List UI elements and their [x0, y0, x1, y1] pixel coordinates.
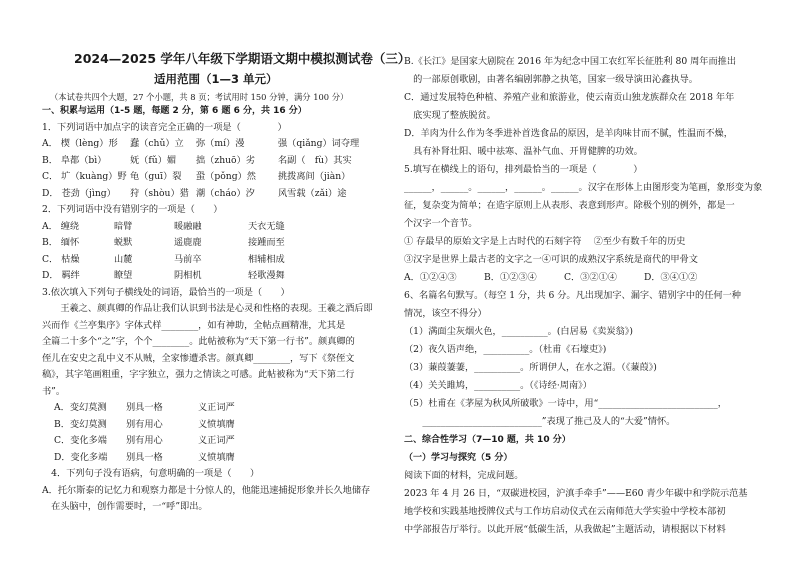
text-line: 2023 年 4 月 26 日，“双碳进校园，沪滇手牵手”——E60 青少年碳中和学院示范基 [404, 488, 748, 499]
word-options-row [42, 221, 328, 233]
text-line: 的一部原创歌剧，由著名编剧郭静之执笔，国家一级导演田沁鑫执导。 [404, 74, 698, 85]
text-line: 具有补肾壮阳、暖中祛寒、温补气血、开胃健脾的功效。 [404, 146, 643, 157]
text-line: 侄儿在安史之乱中义不从贼，全家惨遭杀害。颜真卿________，写下《祭侄文 [42, 352, 355, 364]
option-item: 义愤填膺 [198, 451, 235, 463]
text-line: 1．下列词语中加点字的读音完全正确的一项是（ ） [42, 121, 287, 133]
option-item: B． 阜都（bì） [42, 154, 107, 166]
option-item: 别有用心 [126, 435, 163, 446]
text-line: 在头脑中，创作需要时，一“呼”即出。 [42, 501, 208, 512]
option-item: A．变幻莫测 [54, 402, 107, 413]
section-heading: 二、综合性学习（7—10 题，共 10 分） [404, 435, 571, 445]
option-item: 龟（guī）裂 [130, 171, 182, 182]
option-item: 强（qiǎng）词夺理 [278, 138, 360, 149]
option-item: 狩（shòu）猎 [130, 187, 189, 199]
text-line: 4．下列句子没有语病，句意明确的一项是（ ） [42, 468, 260, 479]
option-item: 接踵而至 [248, 237, 285, 248]
option-item: 蛩（pǒng）然 [196, 171, 256, 182]
text-line: 情况，该空不得分） [404, 308, 487, 319]
text-line: （5）杜甫在《茅屋为秋风所破歌》一诗中，用“__________________________， [404, 398, 727, 409]
option-item: 天衣无缝 [248, 220, 285, 232]
option-item: C．变化多端 [54, 435, 107, 446]
text-line: 征，复杂变为简单；在造字原则上从表形、表意到形声。除极个别的例外，都是一 [404, 200, 735, 211]
option-item: D．③④①② [644, 272, 698, 283]
answer-options-row [42, 171, 398, 183]
option-item: 暗臂 [114, 220, 133, 232]
text-line: （2）夜久语声绝，__________。（杜甫《石壕吏》) [404, 344, 607, 355]
text-line: 地学校和实践基地授牌仪式与工作坊启动仪式在云南师范大学实验中学校本部初 [404, 506, 726, 517]
text-line: A．托尔斯泰的记忆力和观察力都是十分惊人的，他能迅速捕捉形象并长久地储存 [42, 484, 371, 496]
text-line: （1）满面尘灰烟火色，__________。(白居易《卖炭翁》) [404, 326, 633, 337]
text-line: ① 存最早的原始文字是上古时代的石刻字符 ②至少有数千年的历史 [404, 236, 686, 247]
option-item: 义正词严 [198, 402, 235, 413]
option-item: 义愤填膺 [198, 418, 235, 430]
option-item: 拙（zhuō）劣 [196, 154, 255, 166]
text-line: ③汉字是世界上最古老的文字之一④可识的成熟汉字系统是商代的甲骨文 [404, 254, 698, 265]
text-line: （3）蒹葭萋萋，__________。所谓伊人，在水之湄。（《蒹葭》) [404, 362, 657, 373]
option-item: B．①②③④ [484, 272, 537, 283]
option-item: 风雪载（zǎi）途 [278, 187, 347, 199]
text-line: 阅读下面的材料，完成问题。 [404, 470, 524, 481]
text-line: 6、名篇名句默写。（每空 1 分，共 6 分。凡出现加字、漏字、错别字中的任何一种 [404, 290, 741, 301]
option-item: A．①②④③ [404, 272, 457, 283]
option-item: C． 枯燥 [42, 253, 80, 265]
answer-options-row [404, 272, 724, 284]
option-item: 挑拨离间（jiàn） [278, 171, 351, 182]
option-item: C． 圹（kuàng）野 [42, 171, 127, 182]
exam-subtitle: 适用范围（1—3 单元） [154, 72, 278, 86]
exam-title: 2024—2025 学年八年级下学期语文期中模拟测试卷（三） [74, 51, 411, 66]
text-line: 兴而作《兰亭集序》字体式样________，如有神助，全帖点画精准，尤其是 [42, 319, 346, 331]
text-line: 书”。 [42, 385, 66, 397]
text-line: B.《长江》是国家大剧院在 2016 年为纪念中国工农红军长征胜利 80 周年而推出 [404, 56, 737, 67]
phrase-options-row [54, 435, 278, 447]
option-item: 马前卒 [174, 253, 202, 265]
option-item: C．③②①④ [564, 272, 617, 283]
text-line: 稿》，其字笔画粗重，字字独立，强力之情读之可感。此帖被称为“天下第二行 [42, 369, 355, 380]
option-item: 别具一格 [126, 451, 163, 463]
phrase-options-row [54, 419, 278, 431]
text-line: 2．下列词语中没有错别字的一项是（ ） [42, 204, 223, 215]
option-item: 妩（fǔ）媚 [130, 154, 177, 166]
text-line: C．通过发展特色种植、养殖产业和旅游业，使云南贡山独龙族群众在 2018 年年 [404, 92, 735, 103]
option-item: 轻歌漫舞 [248, 270, 285, 281]
text-line: 全篇二十多个“之”字，个个________。此帖被称为“天下第一行书”。颜真卿的 [42, 336, 355, 347]
option-item: B．变幻莫测 [54, 418, 107, 430]
option-item: 别具一格 [126, 402, 163, 413]
option-item: D． 羁绊 [42, 270, 80, 281]
option-item: 遥鹿鹿 [174, 237, 202, 248]
option-item: 相辅相成 [248, 253, 285, 265]
text-line: 个汉字一个音节。 [404, 218, 478, 229]
option-item: D．变化多端 [54, 451, 108, 463]
text-line: 底实现了整族脱贫。 [404, 110, 496, 121]
answer-options-row [42, 138, 398, 150]
text-line: __________________________”表现了推己及人的“大爱”情怀。 [404, 416, 676, 427]
option-item: A． 缠绕 [42, 220, 80, 232]
option-item: 名副（ fù）其实 [278, 154, 352, 166]
answer-options-row [42, 188, 398, 200]
section-heading: 一、积累与运用（1-5 题，每题 2 分，第 6 题 6 分，共 16 分） [42, 106, 307, 116]
subsection-heading: （一）学习与探究（5 分） [404, 453, 513, 463]
option-item: 暖融融 [174, 220, 202, 232]
text-line: ______，______。______，______。______。汉字在形体上由图形变为笔画，象形变为象 [404, 182, 763, 193]
option-item: D． 苍劲（jìng） [42, 187, 116, 199]
text-line: （4）关关雎鸠，__________。（《诗经·周南》） [404, 380, 592, 391]
answer-options-row [42, 155, 398, 167]
exam-note: （本试卷共四个大题，27 个小题，共 8 页；考试用时 150 分钟，满分 100 分） [50, 92, 349, 102]
option-item: B． 缅怀 [42, 237, 80, 248]
option-item: 义正词严 [198, 435, 235, 446]
option-item: 弥（mí）漫 [196, 138, 245, 149]
option-item: 别有用心 [126, 418, 163, 430]
phrase-options-row [54, 452, 278, 464]
option-item: 阴相机 [174, 270, 202, 281]
text-line: 中学部报告厅举行。以此开展“低碳生活，从我做起”主题活动，请根据以下材料 [404, 524, 726, 535]
text-line: D．羊肉为什么作为冬季进补首选食品的原因，是羊肉味甘而不腻，性温而不燥， [404, 128, 733, 139]
phrase-options-row [54, 402, 278, 414]
option-item: 山麓 [114, 253, 133, 265]
option-item: 潮（cháo）汐 [196, 187, 255, 199]
text-line: 5.填写在横线上的语句，排列最恰当的一项是（ ） [404, 164, 643, 175]
word-options-row [42, 254, 328, 266]
option-item: 瞭望 [114, 270, 133, 281]
text-line: 王羲之、颜真卿的作品让我们认识到书法是心灵和性格的表现。王羲之酒后即 [42, 303, 373, 314]
option-item: 蜕默 [114, 237, 133, 248]
word-options-row [42, 237, 328, 249]
text-line: 3.依次填入下列句子横线处的词语，最恰当的一项是（ ） [42, 286, 290, 298]
word-options-row [42, 270, 328, 282]
option-item: A． 楔（lèng）形 [42, 138, 118, 149]
option-item: 蠢（chǔ）立 [130, 138, 184, 149]
